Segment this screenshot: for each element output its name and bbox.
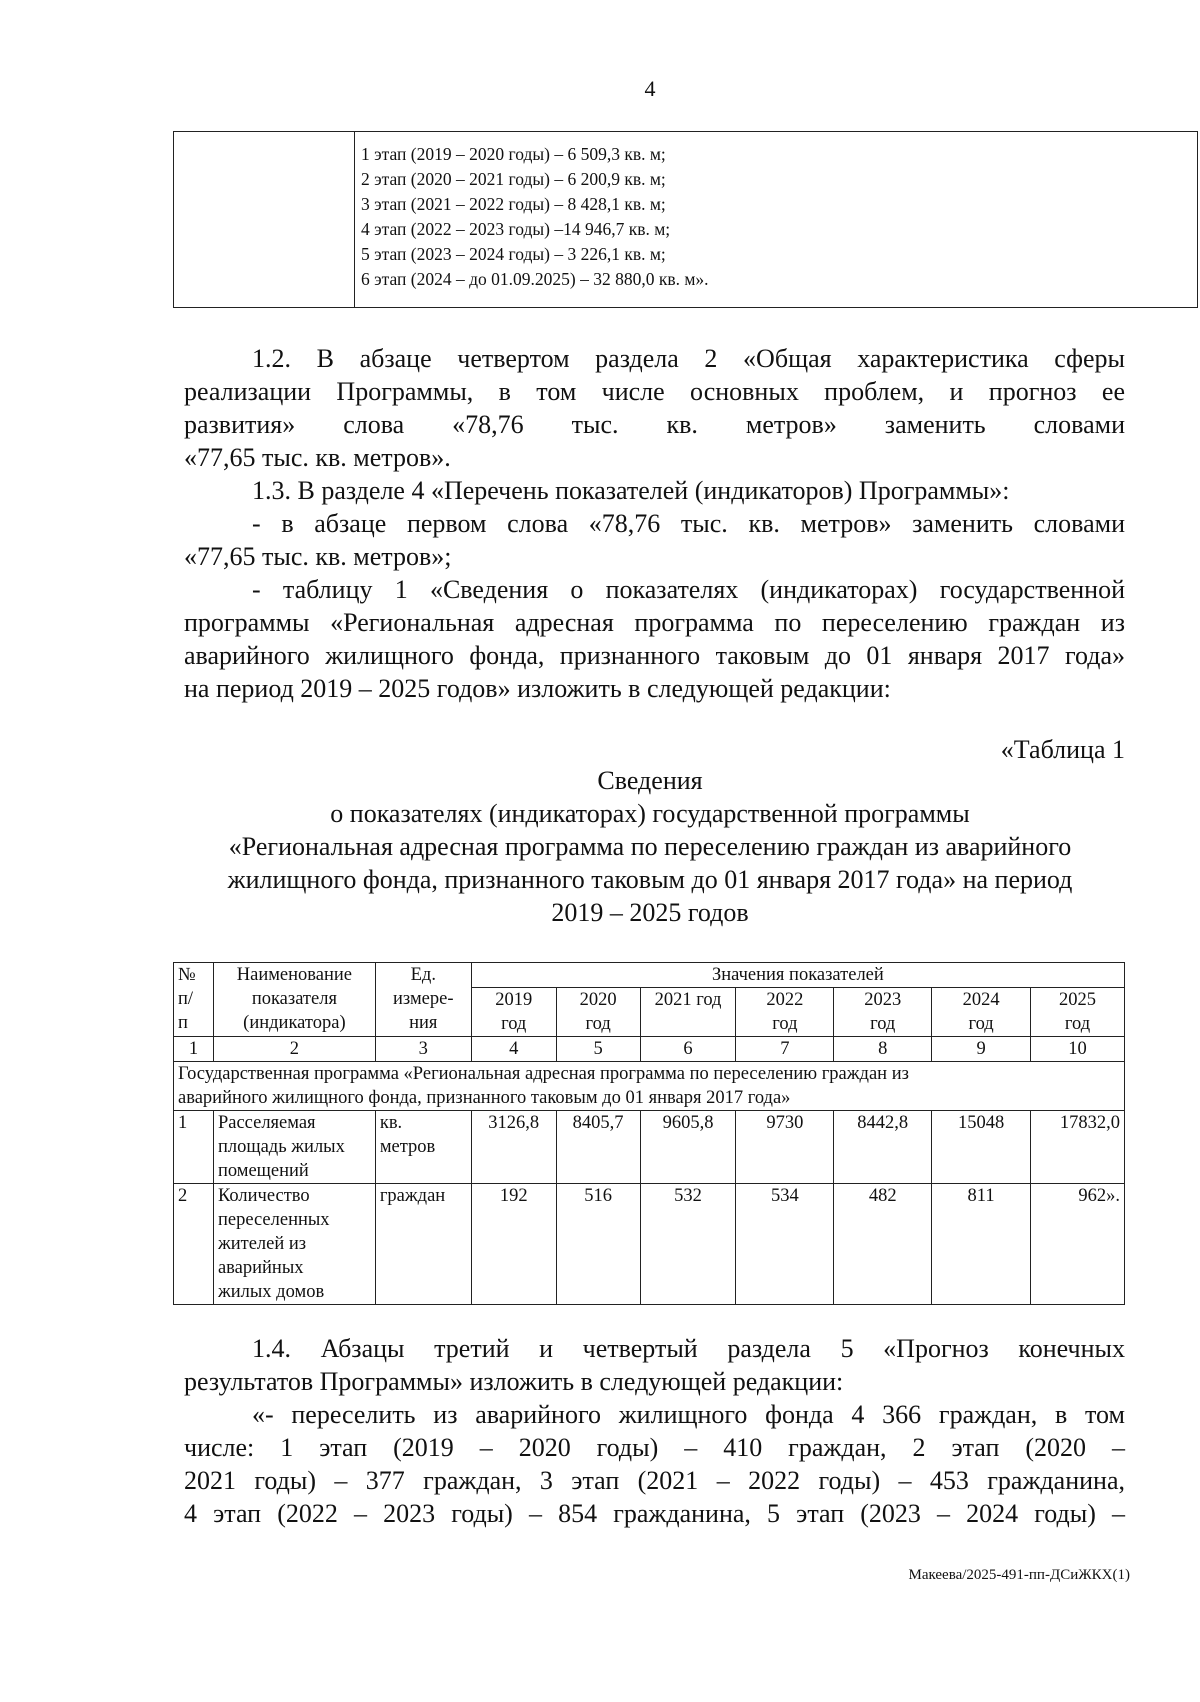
text-line: развития» слова «78,76 тыс. кв. метров» заменить словами xyxy=(184,410,1125,439)
header-year: 2025 год xyxy=(1031,988,1125,1037)
stages-empty-cell xyxy=(174,132,355,308)
row-value: 8442,8 xyxy=(834,1111,932,1184)
column-number: 7 xyxy=(736,1037,834,1062)
row-unit: кв. метров xyxy=(375,1111,471,1184)
paragraph-1-2-and-1-3 xyxy=(184,342,1125,705)
header-year: 2021 год xyxy=(640,988,736,1037)
table-label: «Таблица 1 xyxy=(1000,735,1125,764)
row-num: 1 xyxy=(174,1111,214,1184)
row-name: Количество переселенных жителей из аварийных жилых домов xyxy=(213,1184,375,1305)
row-value: 8405,7 xyxy=(556,1111,640,1184)
column-number: 3 xyxy=(375,1037,471,1062)
stage-line: 2 этап (2020 – 2021 годы) – 6 200,9 кв. м; xyxy=(361,169,666,189)
stage-line: 6 этап (2024 – до 01.09.2025) – 32 880,0 кв. м». xyxy=(361,269,709,289)
stage-line: 4 этап (2022 – 2023 годы) –14 946,7 кв. м; xyxy=(361,219,671,239)
header-num: № п/ п xyxy=(174,963,214,1037)
table-header-row xyxy=(174,963,1125,988)
column-number: 2 xyxy=(213,1037,375,1062)
row-value: 3126,8 xyxy=(471,1111,556,1184)
program-row xyxy=(174,1062,1125,1111)
row-value: 9605,8 xyxy=(640,1111,736,1184)
column-number: 6 xyxy=(640,1037,736,1062)
column-number: 5 xyxy=(556,1037,640,1062)
header-year: 2022 год xyxy=(736,988,834,1037)
row-value: 811 xyxy=(932,1184,1031,1305)
row-unit: граждан xyxy=(375,1184,471,1305)
row-value: 9730 xyxy=(736,1111,834,1184)
text-line: «- переселить из аварийного жилищного фонда 4 366 граждан, в том xyxy=(252,1400,1125,1429)
table-title xyxy=(175,764,1125,929)
row-value: 17832,0 xyxy=(1031,1111,1125,1184)
header-unit: Ед. измере- ния xyxy=(375,963,471,1037)
text-line: результатов Программы» изложить в следующей редакции: xyxy=(184,1367,844,1396)
text-line: 1.3. В разделе 4 «Перечень показателей (индикаторов) Программы»: xyxy=(252,476,1010,505)
table-row xyxy=(174,1184,1125,1305)
row-name: Расселяемая площадь жилых помещений xyxy=(213,1111,375,1184)
header-year: 2023 год xyxy=(834,988,932,1037)
text-line: 4 этап (2022 – 2023 годы) – 854 гражданина, 5 этап (2023 – 2024 годы) – xyxy=(184,1499,1125,1528)
row-value: 532 xyxy=(640,1184,736,1305)
column-number: 9 xyxy=(932,1037,1031,1062)
table-title-line: 2019 – 2025 годов xyxy=(551,898,749,927)
table-title-line: «Региональная адресная программа по переселению граждан из аварийного xyxy=(228,832,1072,861)
page-number: 4 xyxy=(644,76,656,101)
table-row xyxy=(174,1111,1125,1184)
text-line: 2021 годы) – 377 граждан, 3 этап (2021 – 2022 годы) – 453 гражданина, xyxy=(184,1466,1125,1495)
row-value: 192 xyxy=(471,1184,556,1305)
row-value: 962». xyxy=(1031,1184,1125,1305)
header-name: Наименование показателя (индикатора) xyxy=(213,963,375,1037)
row-value: 516 xyxy=(556,1184,640,1305)
text-line: программы «Региональная адресная программа по переселению граждан из xyxy=(184,608,1125,637)
column-number: 10 xyxy=(1031,1037,1125,1062)
document-code: Макеева/2025-491-пп-ДСиЖКХ(1) xyxy=(908,1567,1130,1583)
column-number: 1 xyxy=(174,1037,214,1062)
header-values-group: Значения показателей xyxy=(471,963,1124,988)
column-number: 8 xyxy=(834,1037,932,1062)
indicators-table xyxy=(173,962,1125,1305)
text-line: - таблицу 1 «Сведения о показателях (индикаторах) государственной xyxy=(252,575,1125,604)
paragraph-1-4 xyxy=(184,1332,1125,1530)
text-line: аварийного жилищного фонда, признанного таковым до 01 января 2017 года» xyxy=(184,641,1125,670)
stages-table xyxy=(173,131,1198,308)
text-line: «77,65 тыс. кв. метров». xyxy=(184,443,451,472)
header-year: 2020 год xyxy=(556,988,640,1037)
stage-line: 5 этап (2023 – 2024 годы) – 3 226,1 кв. м; xyxy=(361,244,666,264)
text-line: реализации Программы, в том числе основных проблем, и прогноз ее xyxy=(184,377,1125,406)
table-title-line: жилищного фонда, признанного таковым до 01 января 2017 года» на период xyxy=(227,865,1073,894)
stages-lines-cell xyxy=(355,132,1198,308)
row-value: 15048 xyxy=(932,1111,1031,1184)
header-year: 2019 год xyxy=(471,988,556,1037)
table-title-line: о показателях (индикаторах) государственной программы xyxy=(330,799,970,828)
row-value: 482 xyxy=(834,1184,932,1305)
text-line: 1.4. Абзацы третий и четвертый раздела 5 «Прогноз конечных xyxy=(252,1334,1125,1363)
column-number: 4 xyxy=(471,1037,556,1062)
row-num: 2 xyxy=(174,1184,214,1305)
row-value: 534 xyxy=(736,1184,834,1305)
text-line: на период 2019 – 2025 годов» изложить в следующей редакции: xyxy=(184,674,891,703)
program-name-cell: Государственная программа «Региональная адресная программа по переселению граждан из аварийного жилищного фонда, признанного таковым до 01 января 2017 года» xyxy=(174,1062,1125,1111)
table-title-line: Сведения xyxy=(597,766,703,795)
text-line: 1.2. В абзаце четвертом раздела 2 «Общая характеристика сферы xyxy=(252,344,1125,373)
text-line: «77,65 тыс. кв. метров»; xyxy=(184,542,452,571)
text-line: числе: 1 этап (2019 – 2020 годы) – 410 граждан, 2 этап (2020 – xyxy=(184,1433,1125,1462)
column-number-row xyxy=(174,1037,1125,1062)
text-line: - в абзаце первом слова «78,76 тыс. кв. метров» заменить словами xyxy=(252,509,1125,538)
stage-line: 1 этап (2019 – 2020 годы) – 6 509,3 кв. м; xyxy=(361,144,666,164)
header-year: 2024 год xyxy=(932,988,1031,1037)
stage-line: 3 этап (2021 – 2022 годы) – 8 428,1 кв. м; xyxy=(361,194,666,214)
